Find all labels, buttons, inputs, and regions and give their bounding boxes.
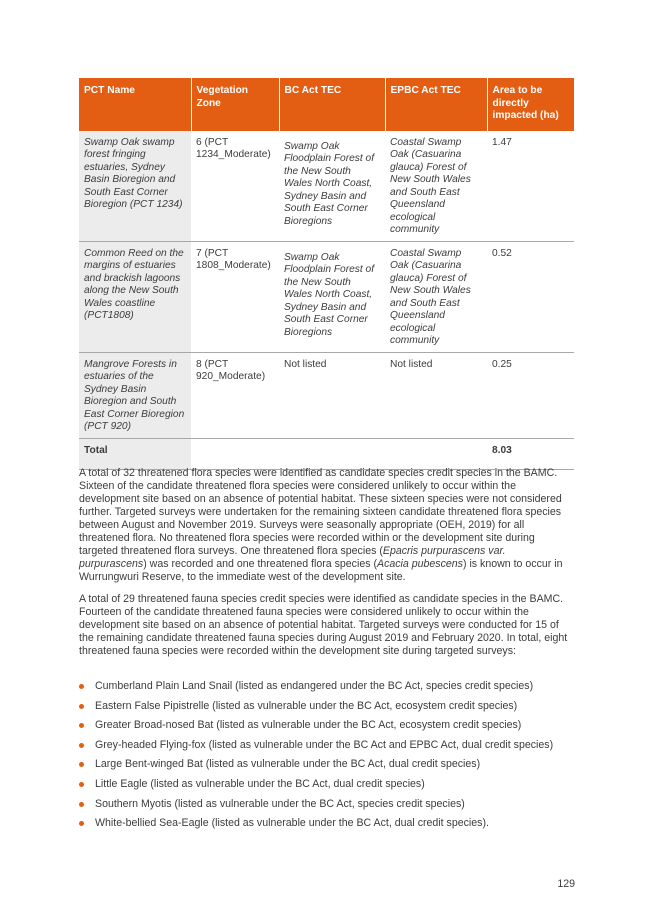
area-cell: 1.47 (487, 131, 574, 242)
list-item (79, 680, 575, 693)
pct-name-cell: Swamp Oak swamp forest fringing estuaries, Sydney Basin Bioregion and South East Corner Bioregion (PCT 1234) (79, 131, 191, 242)
list-item (79, 700, 575, 713)
list-item-text: Greater Broad-nosed Bat (listed as vulnerable under the BC Act, ecosystem credit species) (95, 719, 522, 732)
bullet-icon (79, 782, 84, 787)
epbc-act-cell: Coastal Swamp Oak (Casuarina glauca) Forest of New South Wales and South East Queensland ecological community (385, 131, 487, 242)
total-value: 8.03 (487, 438, 574, 470)
list-item (79, 817, 575, 830)
fauna-paragraph: A total of 29 threatened fauna species credit species were identified as candidate species in the BAMC. Fourteen of the candidate threatened fauna species were considered unlikely to occur within the development site based on an absence of potential habitat. Targeted surveys were conducted for 15 of the remaining candidate threatened fauna species during August 2019 and February 2020. In total, eight threatened fauna species were recorded within the development site during targeted surveys: (79, 593, 568, 657)
flora-text-1: A total of 32 threatened flora species were identified as candidate species credit species in the BAMC. Sixteen of the candidate threatened flora species were considered unlikely to occur within the development site based on an absence of potential habitat. These sixteen species were not considered further. Targeted surveys were undertaken for the remaining sixteen candidate threatened flora species between August and November 2019. Surveys were seasonally appropriate (OEH, 2019) for all threatened flora. No threatened flora species were recorded within or the development site during targeted threatened flora surveys. One threatened flora species ( (79, 467, 562, 557)
list-item (79, 719, 575, 732)
bullet-icon (79, 743, 84, 748)
header-epbc-act-tec: EPBC Act TEC (385, 78, 487, 131)
total-empty-cell (191, 438, 279, 470)
pct-impact-table (79, 78, 574, 470)
area-cell: 0.52 (487, 241, 574, 352)
list-item-text: Large Bent-winged Bat (listed as vulnerable under the BC Act, dual credit species) (95, 758, 481, 771)
bc-act-cell: Not listed (279, 352, 385, 438)
total-empty-cell (385, 438, 487, 470)
flora-text-2: ) was recorded and one threatened flora species ( (143, 558, 377, 570)
species-name-acacia: Acacia pubescens (377, 558, 463, 570)
header-vegetation-zone: Vegetation Zone (191, 78, 279, 131)
flora-text-3: ) is known to occur in Wurrungwuri Reserve, to the immediate west of the development site. (79, 558, 563, 583)
vegetation-zone-cell: 8 (PCT 920_Moderate) (191, 352, 279, 438)
list-item-text: Cumberland Plain Land Snail (listed as endangered under the BC Act, species credit species) (95, 680, 534, 692)
species-name-epacris: Epacris purpurascens var. purpurascens (79, 545, 506, 570)
list-item-text: Little Eagle (listed as vulnerable under the BC Act, dual credit species) (95, 777, 425, 790)
bullet-icon (79, 684, 84, 689)
epbc-act-cell: Not listed (385, 352, 487, 438)
list-item (79, 778, 575, 791)
page-number: 129 (557, 878, 575, 890)
total-empty-cell (279, 438, 385, 470)
total-label: Total (79, 438, 191, 470)
bc-act-cell: Swamp Oak Floodplain Forest of the New South Wales North Coast, Sydney Basin and South East Corner Bioregions (279, 241, 385, 352)
list-item (79, 739, 575, 752)
list-item-text: Grey-headed Flying-fox (listed as vulnerable under the BC Act and EPBC Act, dual credit species) (95, 738, 554, 751)
header-area-impacted: Area to be directly impacted (ha) (487, 78, 574, 131)
vegetation-zone-cell: 6 (PCT 1234_Moderate) (191, 131, 279, 242)
list-item-text: Southern Myotis (listed as vulnerable under the BC Act, species credit species) (95, 797, 465, 810)
area-cell: 0.25 (487, 352, 574, 438)
table-row (79, 241, 574, 352)
bullet-icon (79, 802, 84, 807)
list-item (79, 758, 575, 771)
flora-paragraph (79, 467, 575, 584)
bullet-icon (79, 723, 84, 728)
table-row (79, 352, 574, 438)
bullet-icon (79, 821, 84, 826)
list-item (79, 798, 575, 811)
list-item-text: Eastern False Pipistrelle (listed as vulnerable under the BC Act, ecosystem credit species) (95, 699, 518, 712)
pct-name-cell: Mangrove Forests in estuaries of the Sydney Basin Bioregion and South East Corner Bioregion (PCT 920) (79, 352, 191, 438)
header-pct-name: PCT Name (79, 78, 191, 131)
epbc-act-cell: Coastal Swamp Oak (Casuarina glauca) Forest of New South Wales and South East Queensland ecological community (385, 241, 487, 352)
table-row (79, 131, 574, 242)
bc-act-cell: Swamp Oak Floodplain Forest of the New South Wales North Coast, Sydney Basin and South East Corner Bioregions (279, 131, 385, 242)
list-item-text: White-bellied Sea-Eagle (listed as vulnerable under the BC Act, dual credit species). (95, 817, 489, 830)
pct-name-cell: Common Reed on the margins of estuaries and brackish lagoons along the New South Wales coastline (PCT1808) (79, 241, 191, 352)
table-total-row (79, 438, 574, 470)
table-header-row (79, 78, 574, 131)
vegetation-zone-cell: 7 (PCT 1808_Moderate) (191, 241, 279, 352)
bullet-icon (79, 704, 84, 709)
header-bc-act-tec: BC Act TEC (279, 78, 385, 131)
bullet-icon (79, 762, 84, 767)
threatened-fauna-list (79, 680, 575, 837)
